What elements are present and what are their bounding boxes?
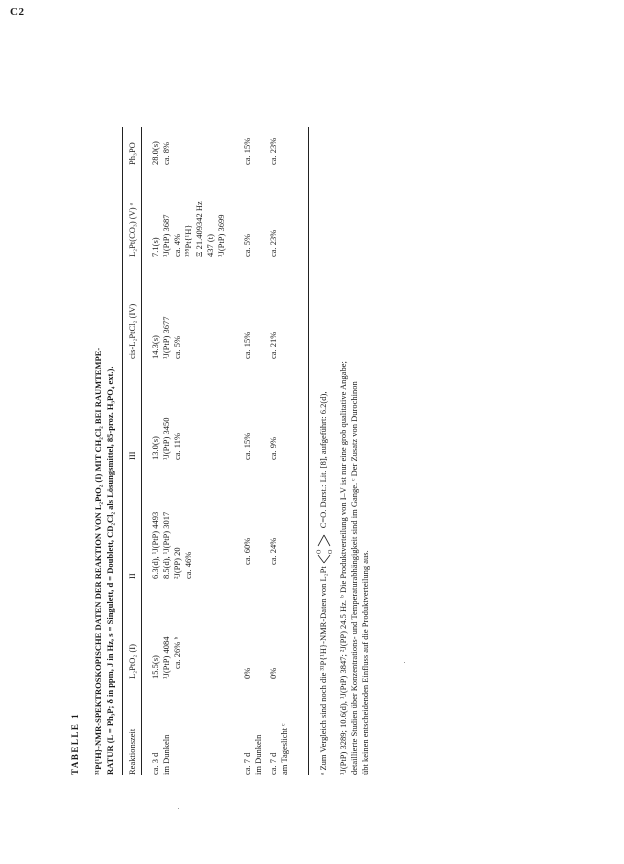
row2-iv: ca. 15% — [242, 331, 252, 359]
caption-line-1: ³¹P{¹H}-NMR-SPEKTROSKOPISCHE DATEN DER REAKTION VON L₂PtO₂ (I) MIT CH₂Cl₂ BEI RAUMTEMPE- — [93, 347, 103, 775]
row1-ii: 6.3(d), ¹J(PtP) 4493 8.5(d), ¹J(PtP) 3017 ²J(PP) 20 ca. 46% — [150, 511, 193, 579]
row2-zeit: ca. 7 d im Dunkeln — [242, 734, 263, 775]
row1-zeit: ca. 3 d im Dunkeln — [150, 734, 171, 775]
row3-iv: ca. 21% — [268, 331, 278, 359]
header-rule — [141, 127, 142, 775]
caption-line-2: RATUR (L = Ph₃P; δ in ppm, J in Hz, s = Singulett, d = Doublett, CD₂Cl₂ als Lösungsmittel, 85-proz. H₃PO₄ ext.). — [105, 366, 115, 775]
bottom-rule — [308, 127, 309, 775]
header-iv: cis-L₂PtCl₂ (IV) — [127, 303, 137, 359]
row3-ph3po: ca. 23% — [268, 137, 278, 165]
rotated-table-block — [70, 55, 490, 775]
row2-v: ca. 5% — [242, 233, 252, 257]
header-ph3po: Ph₃PO — [127, 142, 137, 165]
row3-ii: ca. 24% — [268, 537, 278, 565]
carbonate-ring-structure — [315, 530, 333, 564]
row3-v: ca. 23% — [268, 229, 278, 257]
row1-ph3po: 28.0(s) ca. 8% — [150, 141, 171, 165]
svg-text:O: O — [316, 549, 323, 555]
svg-text:O: O — [328, 549, 334, 555]
row1-l2pto2: 15.5(s) ¹J(PtP) 4084 ca. 26% ᵇ — [150, 636, 182, 679]
row2-ii: ca. 60% — [242, 537, 252, 565]
header-v: L₂Pt(CO₃) (V) ᵃ — [127, 202, 137, 257]
top-rule — [122, 127, 123, 775]
page-label: C2 — [10, 6, 25, 18]
row3-l2pto2: 0% — [268, 667, 278, 679]
footnote-b: ¹J(PtP) 3289; 10.6(d), ¹J(PtP) 3847; ²J(PP) 24.5 Hz. ᵇ Die Produktverteilung von I–V ist nur eine grob qualitative Angabe; detaillierte Studien über Konzentrations- und Temperaturabhängigkeit sind im Gange. ᶜ Der Zusatz von Durochinon übt keinen entscheidenden Einfluss auf die Produktverteilung aus. — [338, 361, 370, 775]
header-reaktionszeit: Reaktionszeit — [127, 728, 137, 775]
row1-iv: 14.3(s) ¹J(PtP) 3677 ca. 5% — [150, 316, 182, 359]
footnote-a: ᵃ Zum Vergleich sind noch die ³¹P{¹H}-NMR-Daten von L₂Pt O O C=O. Darst.: Lit. [8], aufgeführt: 6.2(d), — [316, 391, 334, 775]
row1-iii: 13.0(s) ¹J(PtP) 3450 ca. 11% — [150, 417, 182, 460]
table-caption — [92, 125, 116, 775]
row2-ph3po: ca. 15% — [242, 137, 252, 165]
header-iii: III — [127, 451, 137, 460]
row2-l2pto2: 0% — [242, 667, 252, 679]
header-ii: II — [127, 573, 137, 579]
row1-v: 7.1(s) ¹J(PtP) 3687 ca. 4% ¹⁹⁵Pt{¹H} Ξ 21.409342 Hz 437 (t) ¹J(PtP) 3699 — [150, 201, 226, 257]
row3-zeit: ca. 7 d am Tageslicht ᶜ — [268, 723, 289, 775]
row3-iii: ca. 9% — [268, 436, 278, 460]
row2-iii: ca. 15% — [242, 432, 252, 460]
scan-speck — [178, 808, 179, 809]
scan-speck — [404, 662, 405, 663]
header-l2pto2: L₂PtO₂ (I) — [127, 644, 137, 679]
table-label: TABELLE 1 — [70, 712, 80, 775]
